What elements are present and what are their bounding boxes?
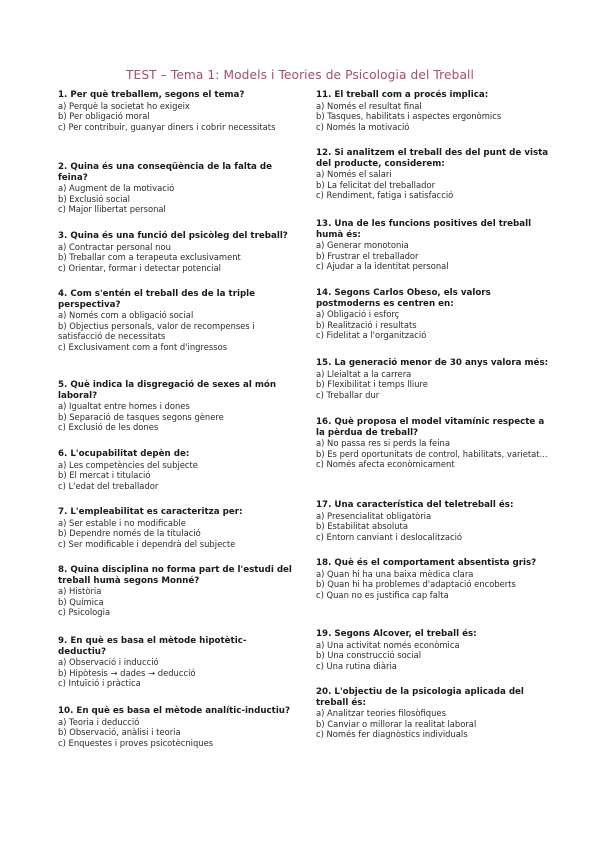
question-text: 18. Què és el comportament absentista gris? (316, 558, 537, 568)
answer-option: c) Quan no es justifica cap falta (316, 589, 449, 600)
question-text: 6. L'ocupabilitat depèn de: (58, 449, 190, 459)
question-text: 19. Segons Alcover, el treball és: (316, 629, 477, 639)
answer-option: c) Fidelitat a l'organització (316, 330, 427, 341)
question-block (316, 629, 552, 671)
question-text: 1. Per què treballem, segons el tema? (58, 90, 245, 100)
answer-option: c) Només afecta econòmicament (316, 459, 455, 470)
answer-option: a) Presencialitat obligatòria (316, 510, 432, 521)
answer-option: c) Ajudar a la identitat personal (316, 261, 449, 272)
answer-option: c) Rendiment, fatiga i satisfacció (316, 190, 454, 201)
answer-option: a) Història (58, 586, 102, 597)
answer-option: a) Una activitat només econòmica (316, 639, 460, 650)
question-block (58, 449, 294, 491)
answer-option: c) Psicologia (58, 607, 111, 618)
answer-option: c) Per contribuir, guanyar diners i cobrir necessitats (58, 121, 276, 132)
question-block (316, 687, 552, 740)
answer-option: a) Observació i inducció (58, 657, 159, 668)
question-block (316, 148, 552, 201)
question-text: 7. L'empleabilitat es caracteritza per: (58, 507, 243, 517)
answer-option: b) Una construcció social (316, 650, 422, 661)
answer-option: a) Només com a obligació social (58, 310, 194, 321)
question-block (316, 558, 552, 600)
answer-option: c) Ser modificable i dependrà del subjecte (58, 538, 236, 549)
answer-option: b) Canviar o millorar la realitat laboral (316, 718, 477, 729)
question-block (316, 417, 552, 470)
question-block (58, 636, 294, 689)
answer-option: b) Frustrar el treballador (316, 250, 419, 261)
answer-option: a) Lleialtat a la carrera (316, 368, 412, 379)
answer-option: c) Una rutina diària (316, 660, 397, 671)
answer-option: a) Generar monotonia (316, 240, 409, 251)
question-text: 11. El treball com a procés implica: (316, 90, 489, 100)
answer-option: b) Hipòtesis → dades → deducció (58, 667, 196, 678)
answer-option: b) Química (58, 596, 104, 607)
question-text: 9. En què es basa el mètode hipotètic-deductiu? (58, 636, 247, 657)
answer-option: a) Només el resultat final (316, 100, 422, 111)
answer-option: b) La felicitat del treballador (316, 179, 436, 190)
question-block (316, 90, 552, 132)
answer-option: a) Analitzar teories filosòfiques (316, 708, 446, 719)
answer-option: c) Major llibertat personal (58, 204, 166, 215)
answer-option: b) Realització i resultats (316, 319, 417, 330)
answer-option: c) Entorn canviant i deslocalització (316, 531, 463, 542)
question-block (58, 231, 294, 273)
answer-option: a) Només el salari (316, 169, 392, 180)
answer-option: a) Obligació i esforç (316, 309, 400, 320)
question-text: 3. Quina és una funció del psicòleg del treball? (58, 231, 288, 241)
answer-option: a) Igualtat entre homes i dones (58, 401, 190, 412)
answer-option: b) Es perd oportunitats de control, habilitats, varietat... (316, 448, 548, 459)
question-block (316, 500, 552, 542)
question-text: 17. Una característica del teletreball és: (316, 500, 514, 510)
question-text: 4. Com s'entén el treball des de la triple perspectiva? (58, 289, 256, 310)
answer-option: b) Separació de tasques segons gènere (58, 411, 224, 422)
answer-option: a) Contractar personal nou (58, 241, 171, 252)
question-text: 2. Quina és una conseqüència de la falta de feina? (58, 162, 272, 183)
question-text: 14. Segons Carlos Obeso, els valors postmoderns es centren en: (316, 288, 491, 309)
question-block (316, 358, 552, 400)
answer-option: c) Exclusivament com a font d'ingressos (58, 341, 228, 352)
question-text: 13. Una de les funcions positives del treball humà és: (316, 219, 532, 240)
question-text: 8. Quina disciplina no forma part de l'estudi del treball humà segons Monné? (58, 565, 292, 586)
answer-option: c) Intuïció i pràctica (58, 678, 141, 689)
question-text: 16. Què proposa el model vitamínic respecte a la pèrdua de treball? (316, 417, 545, 438)
answer-option: c) Treballar dur (316, 389, 380, 400)
question-block (58, 162, 294, 215)
question-block (316, 219, 552, 272)
answer-option: c) Només la motivació (316, 121, 410, 132)
question-block (58, 706, 294, 748)
answer-option: c) Només fer diagnòstics individuals (316, 729, 468, 740)
answer-option: b) Dependre només de la titulació (58, 528, 201, 539)
question-text: 20. L'objectiu de la psicologia aplicada del treball és: (316, 687, 524, 708)
page-title: TEST – Tema 1: Models i Teories de Psicologia del Treball (125, 68, 474, 82)
answer-option: a) Quan hi ha una baixa mèdica clara (316, 568, 474, 579)
answer-option: a) Teoria i deducció (58, 716, 140, 727)
answer-option: b) Tasques, habilitats i aspectes ergonòmics (316, 111, 502, 122)
answer-option: b) Objectius personals, valor de recompenses i satisfacció de necessitats (58, 320, 255, 342)
answer-option: b) El mercat i titulació (58, 470, 151, 481)
answer-option: c) Orientar, formar i detectar potencial (58, 262, 221, 273)
answer-option: b) Estabilitat absoluta (316, 521, 408, 532)
question-text: 12. Si analitzem el treball des del punt de vista del producte, considerem: (316, 148, 549, 169)
answer-option: b) Flexibilitat i temps lliure (316, 379, 428, 390)
answer-option: b) Quan hi ha problemes d'adaptació encoberts (316, 579, 516, 590)
question-block (58, 380, 294, 433)
question-block (58, 507, 294, 549)
question-block (316, 288, 552, 341)
question-text: 5. Què indica la disgregació de sexes al món laboral? (58, 380, 277, 401)
question-block (58, 565, 294, 618)
answer-option: a) Ser estable i no modificable (58, 517, 186, 528)
answer-option: a) Les competències del subjecte (58, 459, 198, 470)
answer-option: a) No passa res si perds la feina (316, 438, 450, 449)
answer-option: b) Exclusió social (58, 193, 130, 204)
question-block (58, 289, 294, 353)
answer-option: b) Treballar com a terapeuta exclusivament (58, 252, 241, 263)
question-text: 15. La generació menor de 30 anys valora més: (316, 358, 549, 368)
question-block (58, 90, 294, 132)
answer-option: a) Augment de la motivació (58, 183, 175, 194)
answer-option: c) Exclusió de les dones (58, 422, 159, 433)
answer-option: c) L'edat del treballador (58, 480, 159, 491)
answer-option: a) Perquè la societat ho exigeix (58, 100, 190, 111)
answer-option: c) Enquestes i proves psicotècniques (58, 737, 214, 748)
answer-option: b) Per obligació moral (58, 111, 150, 122)
question-text: 10. En què es basa el mètode analític-inductiu? (58, 706, 291, 716)
answer-option: b) Observació, anàlisi i teoria (58, 727, 181, 738)
